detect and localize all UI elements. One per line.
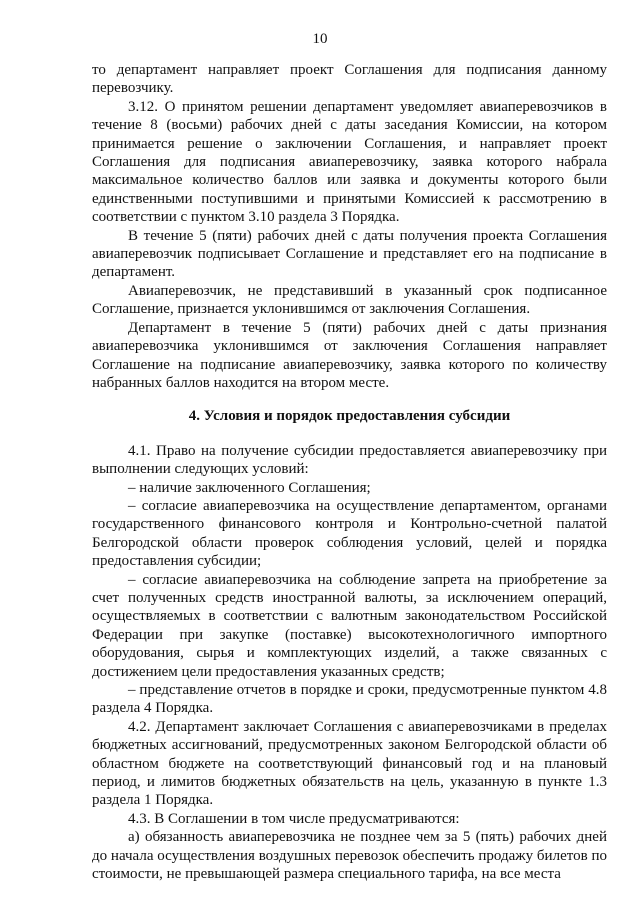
condition-item-currency: – согласие авиаперевозчика на соблюдение запрета на приобретение за счет полученных средств иностранной валюты, за исключением операций, осуществляемых в соответствии с валютным законодательством Российской Федерации при закупке (поставке) высокотехнологичного импортного оборудования, сырья и комплектующих изделий, а также связанных с достижением цели предоставления указанных средств; bbox=[92, 571, 607, 680]
section-heading: 4. Условия и порядок предоставления субсидии bbox=[188, 408, 511, 425]
paragraph-second-place: Департамент в течение 5 (пяти) рабочих дней с даты признания авиаперевозчика уклонившимся от заключения Соглашения направляет Соглашение на подписание авиаперевозчику, заявка которого по количеству набранных баллов находится на втором месте. bbox=[92, 319, 607, 391]
condition-item-reports: – представление отчетов в порядке и сроки, предусмотренные пунктом 4.8 раздела 4 Порядка. bbox=[92, 682, 607, 717]
paragraph-4-2: 4.2. Департамент заключает Соглашения с авиаперевозчиками в пределах бюджетных ассигнований, предусмотренных законом Белгородской области об областном бюджете на соответствующий финансовый год и на плановый период, и лимитов бюджетных обязательств на цель, указанную в пункте 1.3 раздела 1 Порядка. bbox=[92, 718, 607, 809]
paragraph-evasion: Авиаперевозчик, не представивший в указанный срок подписанное Соглашение, признается уклонившимся от заключения Соглашения. bbox=[92, 282, 607, 318]
paragraph-4-1: 4.1. Право на получение субсидии предоставляется авиаперевозчику при выполнении следующих условий: bbox=[92, 442, 607, 478]
page-number: 10 bbox=[312, 31, 328, 47]
paragraph-continuation: то департамент направляет проект Соглашения для подписания данному перевозчику. bbox=[92, 62, 607, 97]
paragraph-signing-term: В течение 5 (пяти) рабочих дней с даты получения проекта Соглашения авиаперевозчик подписывает Соглашение и представляет его на подписание в департамент. bbox=[92, 227, 607, 281]
paragraph-3-12: 3.12. О принятом решении департамент уведомляет авиаперевозчиков в течение 8 (восьми) рабочих дней с даты заседания Комиссии, на котором принимается решение о заключении Соглашения, и направляет проект Соглашения для подписания авиаперевозчику, заявка которого набрала максимальное количество баллов или заявка и документы которого были единственными поступившими и принятыми Комиссией к рассмотрению в соответствии с пунктом 3.10 раздела 3 Порядка. bbox=[92, 98, 607, 226]
paragraph-4-3-a: а) обязанность авиаперевозчика не позднее чем за 5 (пять) рабочих дней до начала осуществления воздушных перевозок обеспечить продажу билетов по стоимости, не превышающей размера специального тарифа, на все места bbox=[92, 829, 607, 883]
paragraph-4-3: 4.3. В Соглашении в том числе предусматриваются: bbox=[128, 810, 460, 827]
document-body bbox=[92, 61, 607, 883]
condition-item-inspections: – согласие авиаперевозчика на осуществление департаментом, органами государственного финансового контроля и Контрольно-счетной палатой Белгородской области проверок соблюдения условий, целей и порядка предоставления субсидии; bbox=[92, 497, 607, 570]
condition-item-agreement: – наличие заключенного Соглашения; bbox=[128, 479, 371, 496]
